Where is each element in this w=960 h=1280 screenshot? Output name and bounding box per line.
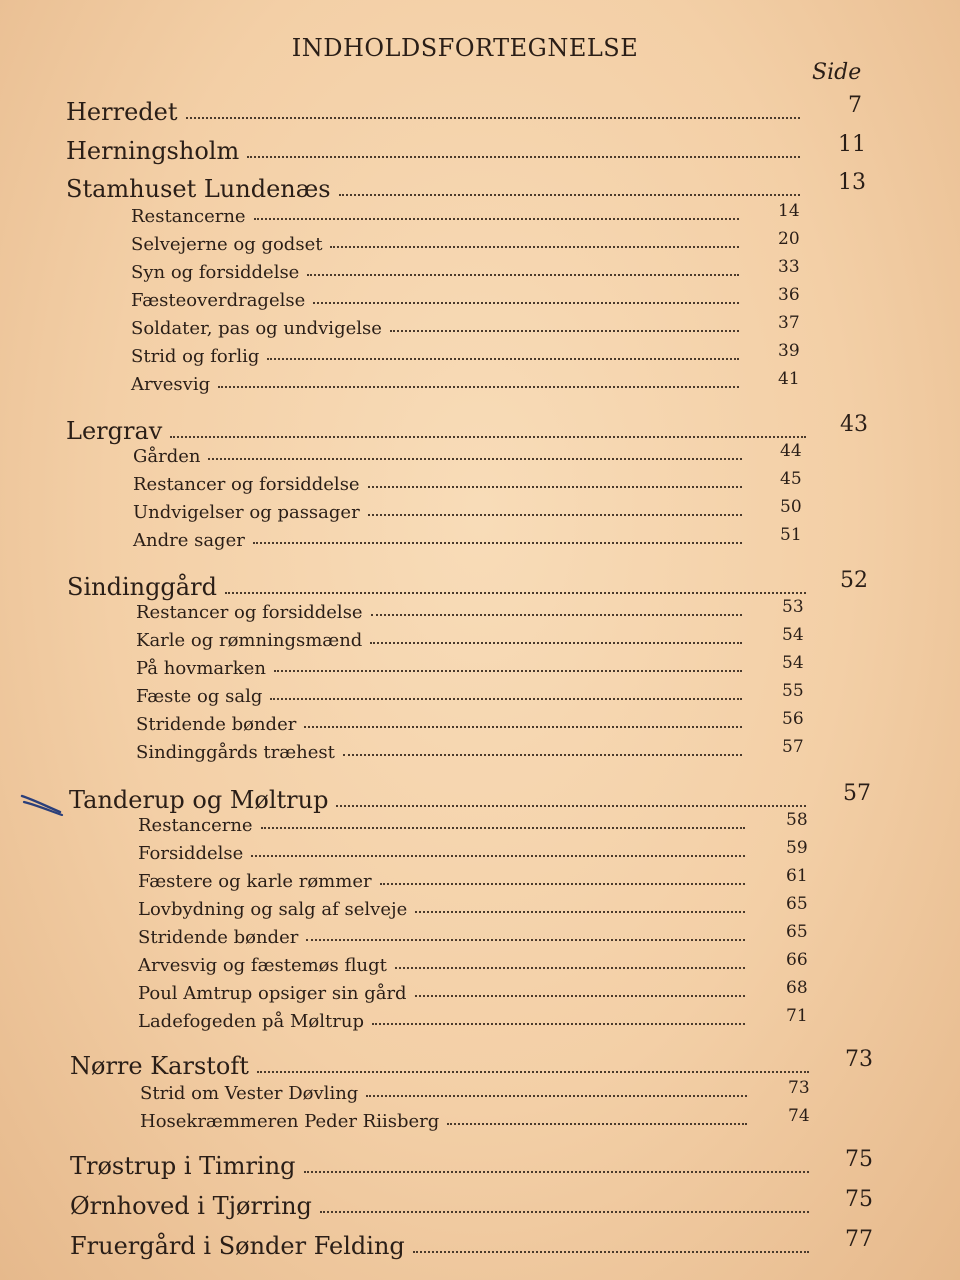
toc-subentry: [138, 894, 808, 920]
subsection-title: Fæste og salg: [136, 686, 263, 707]
dot-leader: [225, 592, 806, 594]
page-number: 20: [778, 229, 800, 249]
subsection-title: Stridende bønder: [138, 927, 299, 948]
page-number: 39: [778, 341, 800, 361]
dot-leader: [413, 1251, 809, 1253]
page-number: 54: [782, 653, 804, 673]
subsection-title: Ladefogeden på Møltrup: [138, 1011, 364, 1032]
subsection-title: Fæstere og karle rømmer: [138, 871, 372, 892]
subsection-title: Strid om Vester Døvling: [140, 1083, 359, 1104]
page-number: 36: [778, 285, 800, 305]
subsection-title: Restancer og forsiddelse: [136, 602, 363, 623]
page-number: 61: [786, 866, 808, 886]
toc-subentry: [138, 978, 808, 1004]
dot-leader: [170, 436, 806, 438]
toc-section-entry: [66, 132, 866, 165]
subsection-title: Gården: [133, 446, 201, 467]
section-title: Herredet: [66, 98, 178, 126]
subsection-title: Andre sager: [133, 530, 245, 551]
dot-leader: [253, 542, 742, 544]
toc-subentry: [133, 469, 802, 495]
page-number: 7: [848, 93, 862, 118]
subsection-title: På hovmarken: [136, 658, 266, 679]
subsection-title: Arvesvig og fæstemøs flugt: [138, 955, 387, 976]
dot-leader: [371, 614, 742, 616]
page-number: 68: [786, 978, 808, 998]
subsection-title: Poul Amtrup opsiger sin gård: [138, 983, 407, 1004]
toc-subentry: [138, 922, 808, 948]
dot-leader: [257, 1071, 809, 1073]
dot-leader: [254, 218, 739, 220]
section-title: Trøstrup i Timring: [70, 1152, 296, 1180]
subsection-title: Restancerne: [138, 815, 253, 836]
dot-leader: [380, 883, 745, 885]
subsection-title: Forsiddelse: [138, 843, 244, 864]
dot-leader: [336, 805, 806, 807]
subsection-title: Undvigelser og passager: [133, 502, 360, 523]
toc-section-entry: [66, 93, 862, 126]
toc-subentry: [136, 625, 804, 651]
toc-section-entry: [66, 170, 866, 203]
dot-leader: [415, 911, 745, 913]
toc-subentry: [136, 737, 804, 763]
toc-subentry: [138, 810, 808, 836]
page-number: 52: [840, 568, 868, 593]
page-number: 13: [838, 170, 866, 195]
section-title: Herningsholm: [66, 137, 240, 165]
subsection-title: Sindinggårds træhest: [136, 742, 335, 763]
page-number: 45: [780, 469, 802, 489]
toc-subentry: [131, 257, 800, 283]
dot-leader: [304, 726, 742, 728]
page-title: INDHOLDSFORTEGNELSE: [291, 34, 639, 62]
toc-subentry: [133, 525, 802, 551]
dot-leader: [307, 274, 739, 276]
page-number: 66: [786, 950, 808, 970]
page-number: 57: [782, 737, 804, 757]
toc-section-entry: [69, 781, 871, 814]
page-number: 14: [778, 201, 800, 221]
section-title: Lergrav: [66, 417, 163, 445]
dot-leader: [261, 827, 745, 829]
dot-leader: [390, 330, 739, 332]
dot-leader: [368, 486, 742, 488]
subsection-title: Strid og forlig: [131, 346, 260, 367]
dot-leader: [370, 642, 742, 644]
toc-section-entry: [70, 1227, 873, 1260]
page-number: 75: [845, 1147, 873, 1172]
dot-leader: [251, 855, 745, 857]
dot-leader: [247, 156, 800, 158]
section-title: Nørre Karstoft: [70, 1052, 249, 1080]
toc-section-entry: [70, 1047, 873, 1080]
page-number: 54: [782, 625, 804, 645]
subsection-title: Syn og forsiddelse: [131, 262, 300, 283]
toc-subentry: [131, 369, 800, 395]
dot-leader: [208, 458, 742, 460]
toc-subentry: [138, 1006, 808, 1032]
page-number: 59: [786, 838, 808, 858]
page-number: 57: [843, 781, 871, 806]
dot-leader: [186, 117, 801, 119]
subsection-title: Hosekræmmeren Peder Riisberg: [140, 1111, 440, 1132]
toc-subentry: [131, 285, 800, 311]
toc-subentry: [136, 709, 804, 735]
toc-section-entry: [70, 1147, 873, 1180]
page-number: 58: [786, 810, 808, 830]
page-number: 53: [782, 597, 804, 617]
dot-leader: [313, 302, 739, 304]
page-number: 11: [838, 132, 866, 157]
toc-subentry: [138, 950, 808, 976]
toc-subentry: [138, 838, 808, 864]
toc-subentry: [136, 681, 804, 707]
dot-leader: [304, 1171, 809, 1173]
section-title: Fruergård i Sønder Felding: [70, 1232, 405, 1260]
page-number: 33: [778, 257, 800, 277]
dot-leader: [447, 1123, 747, 1125]
dot-leader: [339, 194, 800, 196]
subsection-title: Restancer og forsiddelse: [133, 474, 360, 495]
subsection-title: Fæsteoverdragelse: [131, 290, 306, 311]
page-number: 75: [845, 1187, 873, 1212]
page-number: 74: [788, 1106, 810, 1126]
dot-leader: [372, 1023, 745, 1025]
page-number: 73: [845, 1047, 873, 1072]
dot-leader: [306, 939, 745, 941]
page-number: 55: [782, 681, 804, 701]
toc-subentry: [138, 866, 808, 892]
subsection-title: Lovbydning og salg af selveje: [138, 899, 408, 920]
dot-leader: [270, 698, 742, 700]
page-number: 41: [778, 369, 800, 389]
page-number: 44: [780, 441, 802, 461]
dot-leader: [395, 967, 745, 969]
toc-subentry: [131, 313, 800, 339]
subsection-title: Stridende bønder: [136, 714, 297, 735]
subsection-title: Restancerne: [131, 206, 246, 227]
page-number: 43: [840, 412, 868, 437]
toc-subentry: [140, 1078, 810, 1104]
pen-mark-icon: [20, 790, 64, 816]
dot-leader: [218, 386, 739, 388]
section-title: Ørnhoved i Tjørring: [70, 1192, 312, 1220]
toc-subentry: [131, 201, 800, 227]
dot-leader: [274, 670, 742, 672]
subsection-title: Selvejerne og godset: [131, 234, 323, 255]
page-number: 37: [778, 313, 800, 333]
toc-section-entry: [67, 568, 868, 601]
page-number: 65: [786, 922, 808, 942]
toc-subentry: [133, 441, 802, 467]
page-number: 65: [786, 894, 808, 914]
dot-leader: [368, 514, 742, 516]
section-title: Tanderup og Møltrup: [69, 786, 329, 814]
toc-section-entry: [70, 1187, 873, 1220]
subsection-title: Soldater, pas og undvigelse: [131, 318, 382, 339]
toc-subentry: [140, 1106, 810, 1132]
section-title: Sindinggård: [67, 573, 217, 601]
toc-section-entry: [66, 412, 868, 445]
subsection-title: Karle og rømningsmænd: [136, 630, 363, 651]
page-number: 71: [786, 1006, 808, 1026]
dot-leader: [366, 1095, 747, 1097]
dot-leader: [330, 246, 739, 248]
page-number: 50: [780, 497, 802, 517]
toc-subentry: [131, 341, 800, 367]
page-number: 73: [788, 1078, 810, 1098]
page-column-header: Side: [812, 60, 862, 85]
toc-subentry: [133, 497, 802, 523]
dot-leader: [415, 995, 745, 997]
page-number: 77: [845, 1227, 873, 1252]
dot-leader: [343, 754, 742, 756]
section-title: Stamhuset Lundenæs: [66, 175, 331, 203]
toc-subentry: [136, 653, 804, 679]
toc-subentry: [136, 597, 804, 623]
page-number: 56: [782, 709, 804, 729]
dot-leader: [267, 358, 739, 360]
page-number: 51: [780, 525, 802, 545]
dot-leader: [320, 1211, 809, 1213]
subsection-title: Arvesvig: [131, 374, 211, 395]
toc-subentry: [131, 229, 800, 255]
